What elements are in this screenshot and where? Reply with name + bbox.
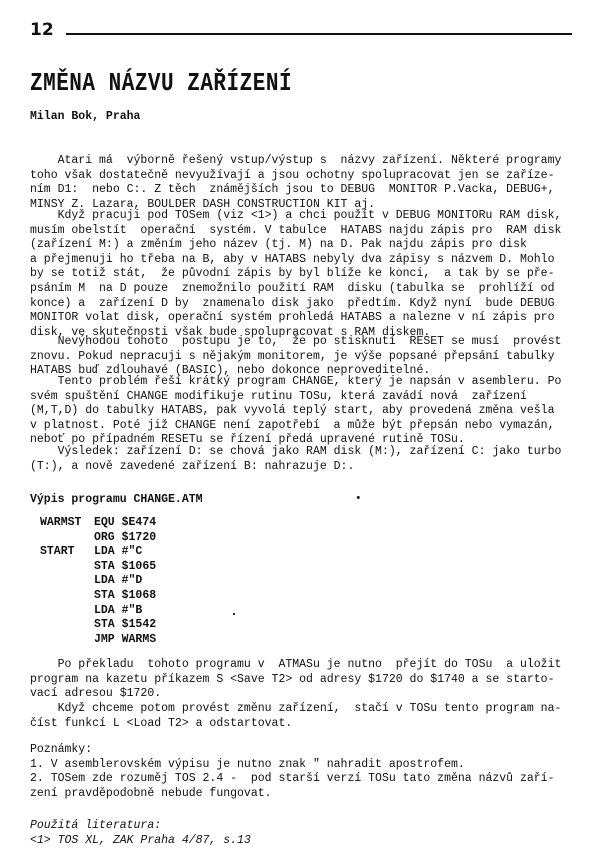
listing-title: Výpis programu CHANGE.ATM bbox=[30, 493, 203, 506]
code-line bbox=[40, 516, 156, 531]
code-arg: $1068 bbox=[121, 588, 157, 602]
code-line bbox=[40, 560, 156, 575]
code-arg: WARMS bbox=[121, 632, 157, 646]
code-arg: $1065 bbox=[121, 559, 157, 573]
code-line bbox=[40, 618, 156, 633]
paragraph-program: Tento problém řeší krátký program CHANGE, který je napsán v asembleru. Po svém spuštění CHANGE modifikuje rutinu TOSu, která zavádí nová zařízení (M,T,D) do tabulky HATABS, pak vyvolá teplý start, aby provedená změna vešla v platnost. Poté již CHANGE není zapotřebí a může být přepsán nebo vymazán, neboť po případném RESETu se řízení předá upravené rutině TOSu. bbox=[30, 375, 562, 447]
code-arg: #"D bbox=[121, 574, 143, 588]
code-op: ORG bbox=[94, 530, 115, 544]
code-arg: $1542 bbox=[121, 618, 157, 632]
code-op: LDA bbox=[94, 574, 115, 588]
paragraph-result: Výsledek: zařízení D: se chová jako RAM disk (M:), zařízení C: jako turbo (T:), a nově zavedené zařízení B: nahrazuje D:. bbox=[30, 445, 562, 473]
print-speck bbox=[233, 613, 235, 615]
code-op: JMP bbox=[94, 632, 115, 646]
paragraph-intro: Atari má výborně řešený vstup/výstup s názvy zařízení. Některé programy toho však dostatečně nevyužívají a jsou ochotny spolupracovat jen se zaříze- ním D1: nebo C:. Z těch známějších jsou to DEBUG MONITOR P.Vacka, DEBUG+, MINSY Z. Lazara, BOULDER DASH CONSTRUCTION KIT aj. bbox=[30, 154, 562, 211]
code-line bbox=[40, 574, 156, 589]
code-arg: $E474 bbox=[121, 516, 157, 529]
code-line bbox=[40, 604, 156, 619]
page-header bbox=[30, 20, 572, 42]
code-listing bbox=[40, 516, 156, 647]
code-line bbox=[40, 633, 156, 648]
code-op: LDA bbox=[94, 603, 115, 617]
paragraph-save: Po překladu tohoto programu v ATMASu je nutno přejít do TOSu a uložit program na kazetu příkazem S <Save T2> od adresy $1720 do $1740 a se starto- vací adresou $1720. bbox=[30, 658, 562, 701]
code-op: STA bbox=[94, 588, 115, 602]
code-label: WARMST bbox=[40, 516, 82, 529]
code-arg: #"B bbox=[121, 603, 143, 617]
code-line bbox=[40, 545, 156, 560]
paragraph-drawback: Nevýhodou tohoto postupu je to, že po stisknutí RESET se musí provést znovu. Pokud nepracuji s nějakým monitorem, je výše popsané přepsání tabulky HATABS buď zdlouhavé (BASIC), nebo dokonce neproveditelné. bbox=[30, 335, 562, 378]
listing-mark: • bbox=[355, 493, 362, 505]
code-op: EQU bbox=[94, 516, 115, 529]
paragraph-load: Když chceme potom provést změnu zařízení, stačí v TOSu tento program na- číst funkcí L <Load T2> a odstartovat. bbox=[30, 702, 562, 730]
notes: Poznámky: 1. V asemblerovském výpisu je nutno znak " nahradit apostrofem. 2. TOSem zde rozuměj TOS 2.4 - pod starší verzí TOSu tato změna názvů zaří- zení pravděpodobně nebude fungovat. bbox=[30, 743, 555, 800]
code-line bbox=[40, 531, 156, 546]
code-op: LDA bbox=[94, 545, 115, 559]
code-arg: $1720 bbox=[121, 530, 157, 544]
literature: Použitá literatura: <1> TOS XL, ZAK Praha 4/87, s.13 bbox=[30, 819, 251, 847]
code-label: START bbox=[40, 545, 75, 559]
code-arg: #"C bbox=[121, 545, 143, 559]
header-rule bbox=[66, 33, 572, 35]
page-number: 12 bbox=[30, 20, 54, 40]
code-line bbox=[40, 589, 156, 604]
paragraph-tos: Když pracuji pod TOSem (viz <1>) a chci použít v DEBUG MONITORu RAM disk, musím obelstít operační systém. V tabulce HATABS najdu zápis pro RAM disk (zařízení M:) a změním jeho název (tj. M) na D. Pak najdu zápis pro disk a přejmenuji ho třeba na B, aby v HATABS nebyly dva zápisy s názvem D. Mohlo by se totiž stát, že původní zápis by byl blíže ke konci, a tak by se pře- psáním M na D pouze znemožnilo použití RAM disku (tabulka se prohlíží od konce) a zařízení D by znamenalo disk jako předtím. Když nyní bude DEBUG MONITOR volat disk, operační systém prohledá HATABS a nalezne v ní zápis pro disk, ve skutečnosti však bude spolupracovat s RAM diskem. bbox=[30, 209, 562, 339]
code-op: STA bbox=[94, 618, 115, 632]
code-op: STA bbox=[94, 559, 115, 573]
article-title: ZMĚNA NÁZVU ZAŘÍZENÍ bbox=[30, 70, 293, 99]
article-author: Milan Bok, Praha bbox=[30, 110, 141, 123]
